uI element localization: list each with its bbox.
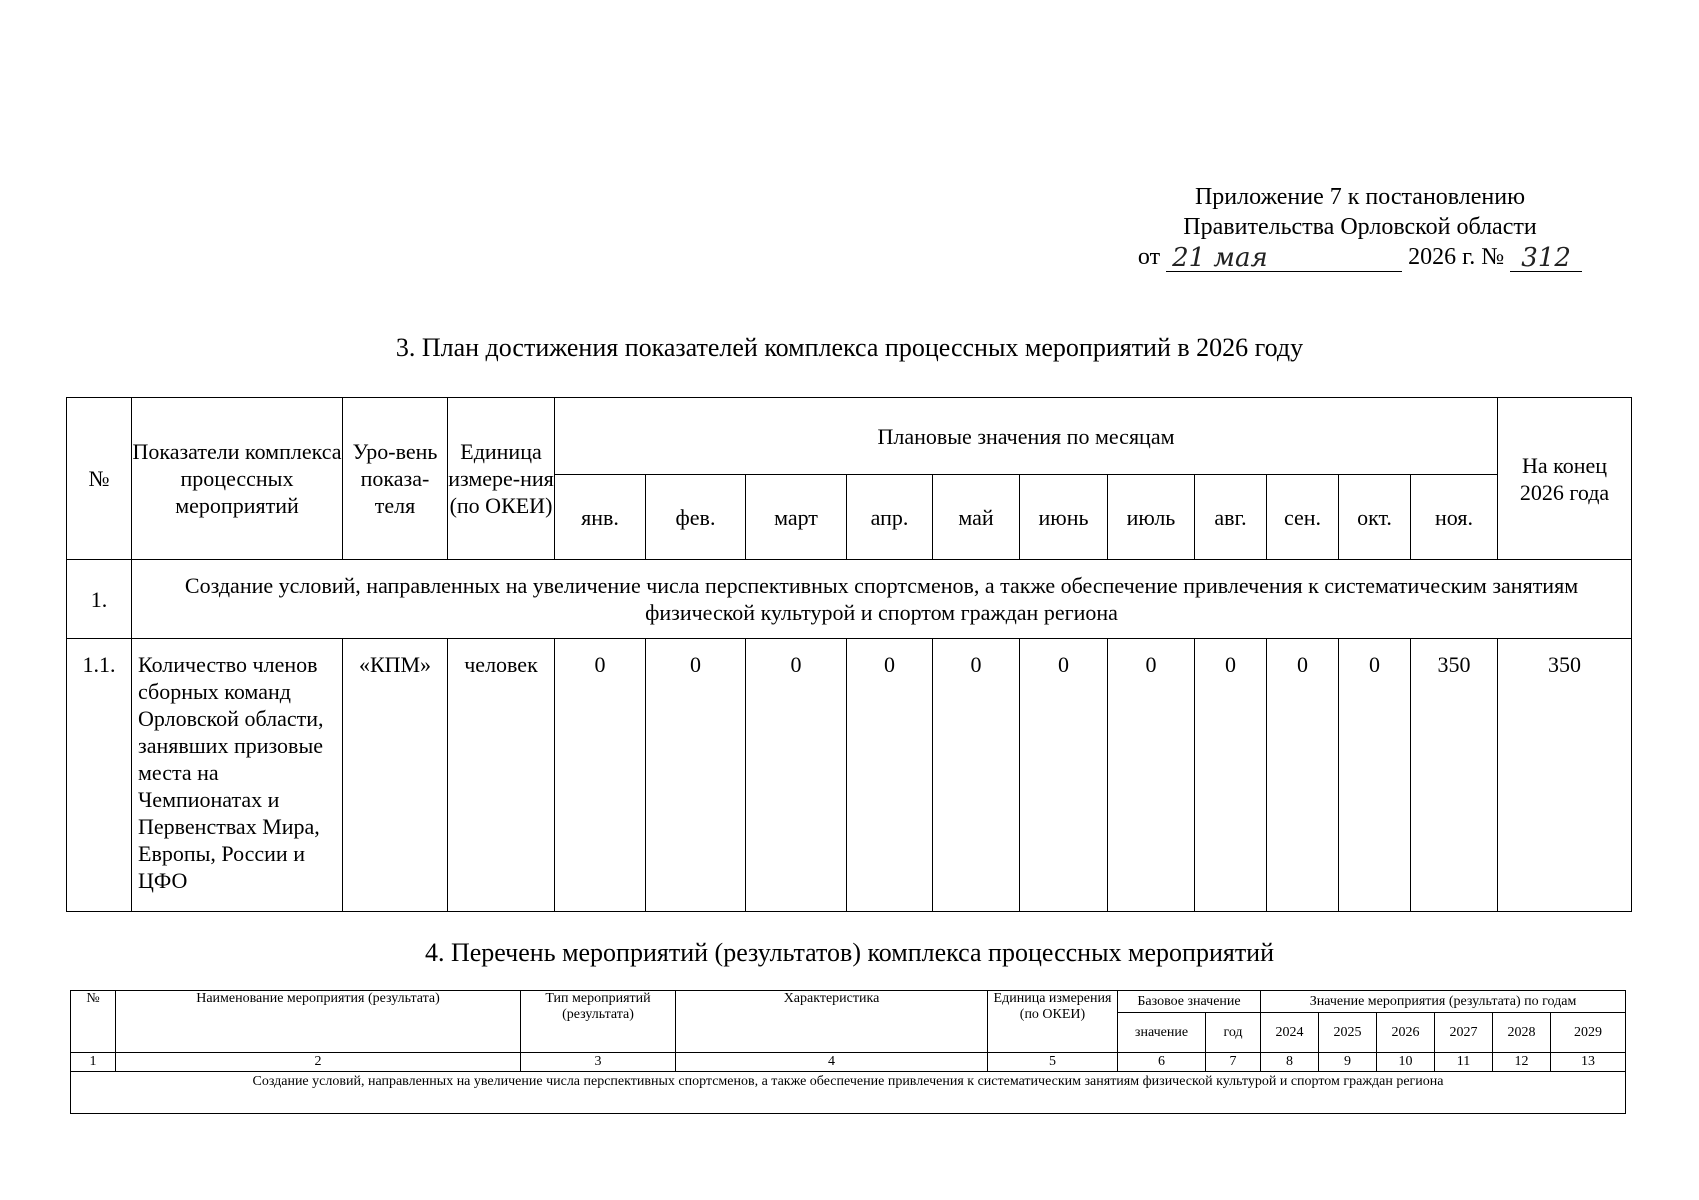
table-row [67, 639, 1632, 912]
row-number: 1.1. [67, 639, 132, 912]
year-header: 2025 [1319, 1013, 1377, 1053]
col-header-name: Наименование мероприятия (результата) [116, 991, 521, 1053]
col-header-base: Базовое значение [1118, 991, 1261, 1013]
month-header: авг. [1195, 475, 1267, 560]
column-number: 12 [1493, 1053, 1551, 1072]
month-value: 0 [1195, 639, 1267, 912]
column-number: 5 [988, 1053, 1118, 1072]
month-value: 0 [1020, 639, 1108, 912]
plan-table [66, 397, 1632, 912]
document-header [1100, 182, 1620, 272]
group-number: 1. [67, 560, 132, 639]
year-header: 2029 [1551, 1013, 1626, 1053]
header-line-2: Правительства Орловской области [1183, 214, 1537, 240]
indicator-unit: человек [448, 639, 555, 912]
month-header: март [746, 475, 847, 560]
month-header: июль [1108, 475, 1195, 560]
col-header-monthly: Плановые значения по месяцам [555, 398, 1498, 475]
handwritten-number: 312 [1510, 245, 1582, 272]
col-header-base-value: значение [1118, 1013, 1206, 1053]
month-value: 0 [1108, 639, 1195, 912]
year-header: 2026 [1377, 1013, 1435, 1053]
month-value: 350 [1411, 639, 1498, 912]
month-header: июнь [1020, 475, 1108, 560]
month-header: янв. [555, 475, 646, 560]
header-line-1: Приложение 7 к постановлению [1194, 184, 1526, 210]
column-number: 8 [1261, 1053, 1319, 1072]
column-number-row [71, 1053, 1626, 1072]
col-header-years-group: Значение мероприятия (результата) по годам [1261, 991, 1626, 1013]
group-title: Создание условий, направленных на увеличение числа перспективных спортсменов, а также обеспечение привлечения к систематическим занятиям физической культурой и спортом граждан региона [132, 560, 1632, 639]
month-value: 0 [746, 639, 847, 912]
month-header: май [933, 475, 1020, 560]
group-row [71, 1072, 1626, 1114]
header-year-text: 2026 г. № [1408, 244, 1505, 270]
handwritten-date: 21 мая [1166, 245, 1402, 272]
column-number: 1 [71, 1053, 116, 1072]
month-header: окт. [1339, 475, 1411, 560]
col-header-no: № [71, 991, 116, 1053]
end-value: 350 [1498, 639, 1632, 912]
col-header-indicators: Показатели комплекса процессных мероприятий [132, 398, 343, 560]
column-number: 10 [1377, 1053, 1435, 1072]
column-number: 2 [116, 1053, 521, 1072]
month-header: апр. [847, 475, 933, 560]
year-header: 2027 [1435, 1013, 1493, 1053]
col-header-base-year: год [1206, 1013, 1261, 1053]
indicator-name: Количество членов сборных команд Орловской области, занявших призовые места на Чемпионатах и Первенствах Мира, Европы, России и ЦФО [132, 639, 343, 912]
indicator-level: «КПМ» [343, 639, 448, 912]
col-header-type: Тип мероприятий (результата) [521, 991, 676, 1053]
column-number: 9 [1319, 1053, 1377, 1072]
month-header: ноя. [1411, 475, 1498, 560]
column-number: 6 [1118, 1053, 1206, 1072]
month-header: сен. [1267, 475, 1339, 560]
col-header-no: № [67, 398, 132, 560]
group-title: Создание условий, направленных на увеличение числа перспективных спортсменов, а также обеспечение привлечения к систематическим занятиям физической культурой и спортом граждан региона [71, 1072, 1626, 1114]
year-header: 2024 [1261, 1013, 1319, 1053]
column-number: 4 [676, 1053, 988, 1072]
month-value: 0 [555, 639, 646, 912]
column-number: 11 [1435, 1053, 1493, 1072]
section3-title: 3. План достижения показателей комплекса процессных мероприятий в 2026 году [395, 333, 1304, 362]
header-prefix: от [1137, 244, 1161, 270]
column-number: 3 [521, 1053, 676, 1072]
col-header-end: На конец 2026 года [1498, 398, 1632, 560]
col-header-characteristic: Характеристика [676, 991, 988, 1053]
activities-table [70, 990, 1626, 1114]
column-number: 13 [1551, 1053, 1626, 1072]
col-header-unit: Единица измере-ния (по ОКЕИ) [448, 398, 555, 560]
column-number: 7 [1206, 1053, 1261, 1072]
header-date-line [1100, 242, 1620, 272]
month-header: фев. [646, 475, 746, 560]
group-row [67, 560, 1632, 639]
month-value: 0 [646, 639, 746, 912]
col-header-unit: Единица измерения (по ОКЕИ) [988, 991, 1118, 1053]
month-value: 0 [933, 639, 1020, 912]
col-header-level: Уро-вень показа-теля [343, 398, 448, 560]
year-header: 2028 [1493, 1013, 1551, 1053]
section4-title: 4. Перечень мероприятий (результатов) комплекса процессных мероприятий [424, 938, 1275, 967]
month-value: 0 [847, 639, 933, 912]
month-value: 0 [1267, 639, 1339, 912]
month-value: 0 [1339, 639, 1411, 912]
